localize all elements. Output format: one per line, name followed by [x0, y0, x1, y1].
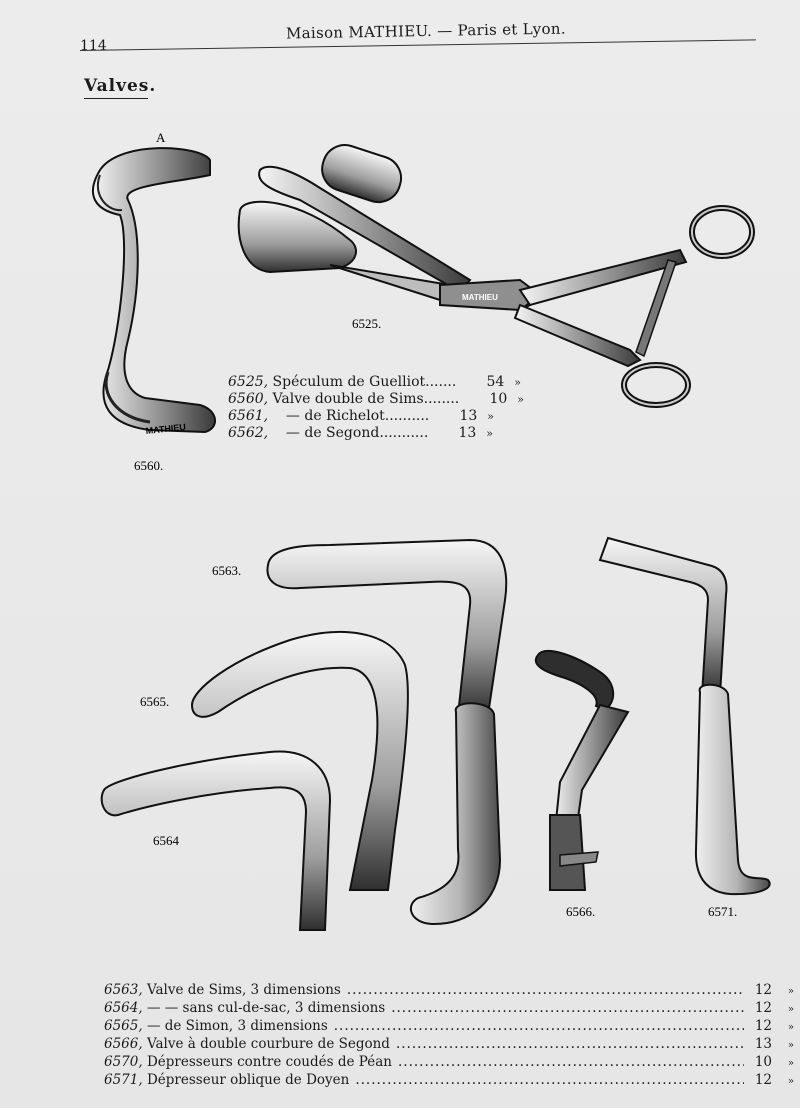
list-item	[228, 408, 524, 425]
list-item	[228, 391, 524, 408]
engraving-mathieu-6525: MATHIEU	[462, 293, 498, 302]
figure-6525-speculum-guelliot	[239, 139, 752, 405]
price-unit: »	[517, 393, 524, 406]
item-number: 6571,	[104, 1072, 143, 1088]
leader-dots: ..........	[384, 408, 430, 424]
label-6560: 6560.	[134, 458, 164, 473]
price-unit: »	[787, 1040, 794, 1051]
item-price: 12	[754, 1000, 772, 1016]
item-price: 10	[754, 1054, 772, 1070]
leader-dots	[391, 1000, 744, 1017]
item-description: Valve à double courbure de Segond	[146, 1036, 390, 1052]
item-number: 6570,	[104, 1054, 143, 1070]
label-6564: 6564	[153, 833, 179, 848]
item-price: 10	[489, 391, 508, 407]
item-price: 13	[458, 425, 477, 441]
price-unit: »	[514, 376, 522, 389]
item-description: Dépresseur oblique de Doyen	[146, 1072, 350, 1088]
figure-6566-valve-double-courbure	[536, 651, 628, 890]
item-description: — de Richelot	[285, 408, 385, 424]
leader-dots	[334, 1018, 744, 1035]
label-6525: 6525.	[352, 316, 382, 331]
price-unit: »	[787, 1022, 794, 1033]
top-price-list	[228, 374, 524, 442]
item-number: 6525,	[228, 374, 269, 390]
item-number: 6563,	[104, 982, 143, 998]
figure-6564-valve-sans-cul-de-sac	[102, 752, 330, 930]
item-description: Valve de Sims, 3 dimensions	[146, 982, 341, 998]
leader-dots	[396, 1036, 744, 1053]
leader-dots	[347, 982, 744, 999]
leader-dots	[355, 1072, 744, 1089]
label-6566: 6566.	[566, 904, 596, 919]
leader-dots: ...........	[379, 425, 429, 441]
bottom-price-list	[104, 982, 794, 1090]
item-price: 13	[459, 408, 478, 424]
list-item	[104, 1072, 794, 1090]
leader-dots: ........	[423, 391, 460, 407]
item-price: 13	[754, 1036, 772, 1052]
section-title: Valves.	[84, 76, 157, 96]
label-6565: 6565.	[140, 694, 170, 709]
item-price: 12	[754, 1018, 772, 1034]
list-item	[104, 1018, 794, 1036]
item-price: 12	[754, 1072, 772, 1088]
item-price: 12	[754, 982, 772, 998]
price-unit: »	[787, 986, 794, 997]
price-unit: »	[487, 410, 494, 423]
item-description: — — sans cul-de-sac, 3 dimensions	[146, 1000, 386, 1016]
item-description: Dépresseurs contre coudés de Péan	[146, 1054, 392, 1070]
list-item	[104, 982, 794, 1000]
price-unit: »	[787, 1058, 794, 1069]
item-description: — de Segond	[285, 425, 380, 441]
item-description: Spéculum de Guelliot	[272, 374, 426, 390]
leader-dots	[398, 1054, 744, 1071]
engraving-mathieu-6560: MATHIEU	[145, 421, 187, 436]
label-6563: 6563.	[212, 563, 242, 578]
list-item	[228, 374, 524, 391]
label-a: A	[156, 130, 166, 145]
item-description: — de Simon, 3 dimensions	[146, 1018, 328, 1034]
running-title: Maison MATHIEU. — Paris et Lyon.	[285, 19, 566, 43]
item-price: 54	[486, 374, 505, 390]
price-unit: »	[787, 1004, 794, 1015]
figure-6560-valve-double-sims	[93, 148, 215, 436]
item-description: Valve double de Sims	[272, 391, 424, 407]
list-item	[104, 1054, 794, 1072]
list-item	[104, 1000, 794, 1018]
item-number: 6561,	[228, 408, 269, 424]
item-number: 6562,	[228, 425, 269, 441]
price-unit: »	[486, 427, 493, 440]
list-item	[104, 1036, 794, 1054]
label-6571: 6571.	[708, 904, 738, 919]
item-number: 6566,	[104, 1036, 143, 1052]
item-number: 6565,	[104, 1018, 143, 1034]
item-number: 6564,	[104, 1000, 143, 1016]
leader-dots: .......	[425, 374, 457, 390]
list-item	[228, 425, 524, 442]
page-number: 114	[80, 38, 107, 54]
price-unit: »	[787, 1076, 794, 1087]
item-number: 6560,	[228, 391, 269, 407]
